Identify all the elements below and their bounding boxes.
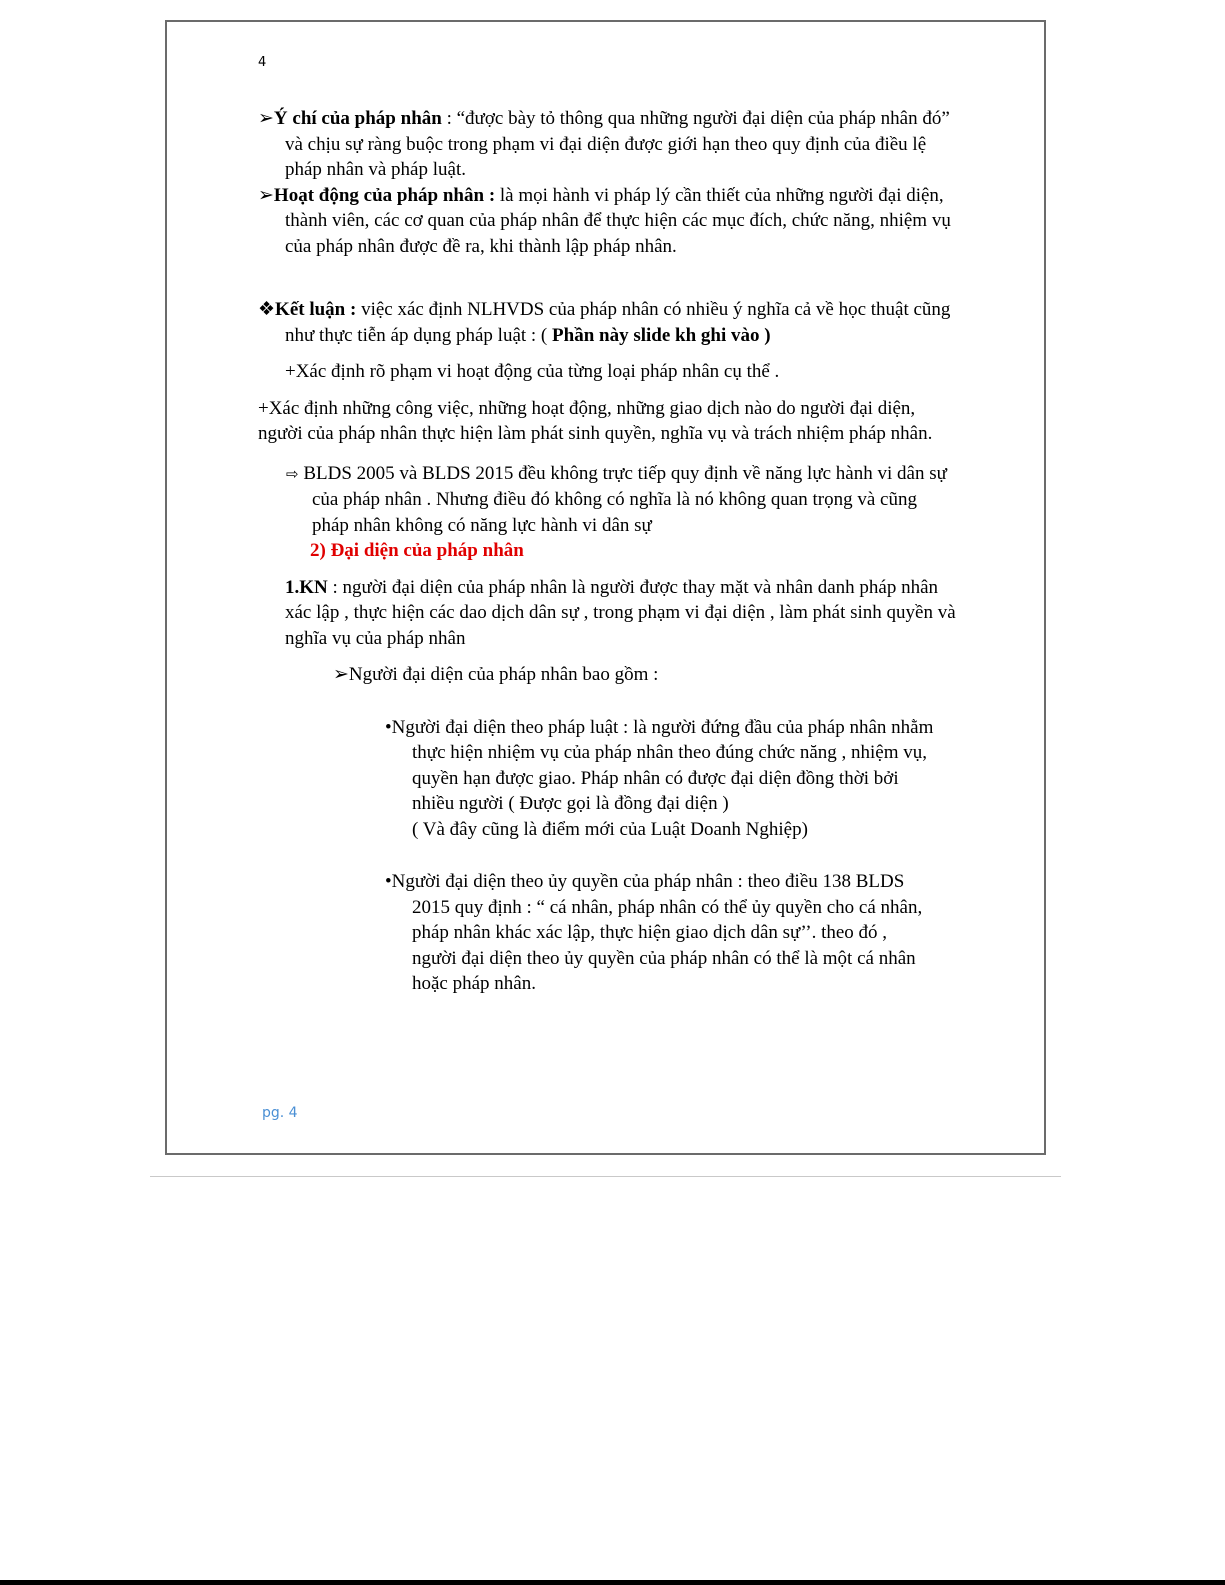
- paragraph-ket-luan: [258, 297, 958, 348]
- dot-bullet-icon: •: [385, 716, 392, 738]
- arrow-bullet-icon: ➢: [258, 184, 274, 206]
- paragraph-hoat-dong: [258, 183, 958, 260]
- list-item-uy-quyen: [258, 869, 930, 997]
- text-blds: BLDS 2005 và BLDS 2015 đều không trực tiếp quy định về năng lực hành vi dân sự của pháp nhân . Nhưng điều đó không có nghĩa là nó không quan trọng và cũng pháp nhân không có năng lực hành vi dân sự: [298, 462, 947, 536]
- paragraph-bao-gom: [258, 662, 958, 688]
- term-hoat-dong: Hoạt động của pháp nhân :: [273, 184, 496, 206]
- term-ket-luan: Kết luận :: [275, 299, 357, 320]
- page-footer: pg. 4: [262, 1105, 298, 1121]
- text-y-chi: : “được bày tỏ thông qua những người đại diện của pháp nhân đó” và chịu sự ràng buộc trong phạm vi đại diện được giới hạn theo quy định của điều lệ pháp nhân và pháp luật.: [285, 108, 950, 180]
- diamond-bullet-icon: ❖: [258, 299, 276, 320]
- open-arrow-icon: ⇨: [286, 464, 299, 483]
- term-y-chi: Ý chí của pháp nhân: [273, 108, 442, 129]
- list-item-phap-luat: [258, 715, 945, 843]
- paragraph-kn: [258, 575, 958, 652]
- paragraph-xac-dinh-2: +Xác định những công việc, những hoạt động, những giao dịch nào do người đại diện, người của pháp nhân thực hiện làm phát sinh quyền, nghĩa vụ và trách nhiệm pháp nhân.: [258, 397, 933, 444]
- text-theo-uy-quyen: Người đại diện theo ủy quyền của pháp nhân : theo điều 138 BLDS 2015 quy định : “ cá nhân, pháp nhân có thể ủy quyền cho cá nhân, pháp nhân khác xác lập, thực hiện giao dịch dân sự’’. theo đó , người đại diện theo ủy quyền của pháp nhân có thể là một cá nhân hoặc pháp nhân.: [391, 871, 923, 994]
- paragraph-blds: [258, 461, 958, 539]
- paragraph-xac-dinh-1: +Xác định rõ phạm vi hoạt động của từng loại pháp nhân cụ thể .: [285, 361, 780, 382]
- section-heading: 2) Đại diện của pháp nhân: [310, 540, 524, 561]
- bottom-border: [0, 1580, 1225, 1585]
- page-separator: [150, 1176, 1061, 1177]
- paragraph-y-chi: [258, 106, 958, 183]
- text-kn: : người đại diện của pháp nhân là người được thay mặt và nhân danh pháp nhân xác lập , thực hiện các dao dịch dân sự , trong phạm vi đại diện , làm phát sinh quyền và nghĩa vụ của pháp nhân: [285, 576, 956, 649]
- text-theo-phap-luat: Người đại diện theo pháp luật : là người đứng đầu của pháp nhân nhằm thực hiện nhiệm vụ của pháp nhân theo đúng chức năng , nhiệm vụ, quyền hạn được giao. Pháp nhân có được đại diện đồng thời bởi nhiều người ( Được gọi là đồng đại diện ): [391, 716, 934, 814]
- arrow-bullet-icon: ➢: [333, 664, 349, 685]
- page-number-header: 4: [258, 55, 267, 70]
- note-theo-phap-luat: ( Và đây cũng là điểm mới của Luật Doanh Nghiệp): [412, 818, 808, 840]
- text-hoat-dong: là mọi hành vi pháp lý cần thiết của những người đại diện, thành viên, các cơ quan của pháp nhân để thực hiện các mục đích, chức năng, nhiệm vụ của pháp nhân được đề ra, khi thành lập pháp nhân.: [285, 184, 951, 257]
- text-ket-luan: việc xác định NLHVDS của pháp nhân có nhiều ý nghĩa cả về học thuật cũng như thực tiễn áp dụng pháp luật : (: [285, 299, 951, 346]
- text-bao-gom: Người đại diện của pháp nhân bao gồm :: [348, 664, 659, 685]
- note-ket-luan: Phần này slide kh ghi vào ): [552, 324, 771, 346]
- dot-bullet-icon: •: [385, 871, 392, 892]
- term-kn: 1.KN: [285, 576, 328, 598]
- page-content: [258, 106, 958, 997]
- arrow-bullet-icon: ➢: [258, 108, 274, 129]
